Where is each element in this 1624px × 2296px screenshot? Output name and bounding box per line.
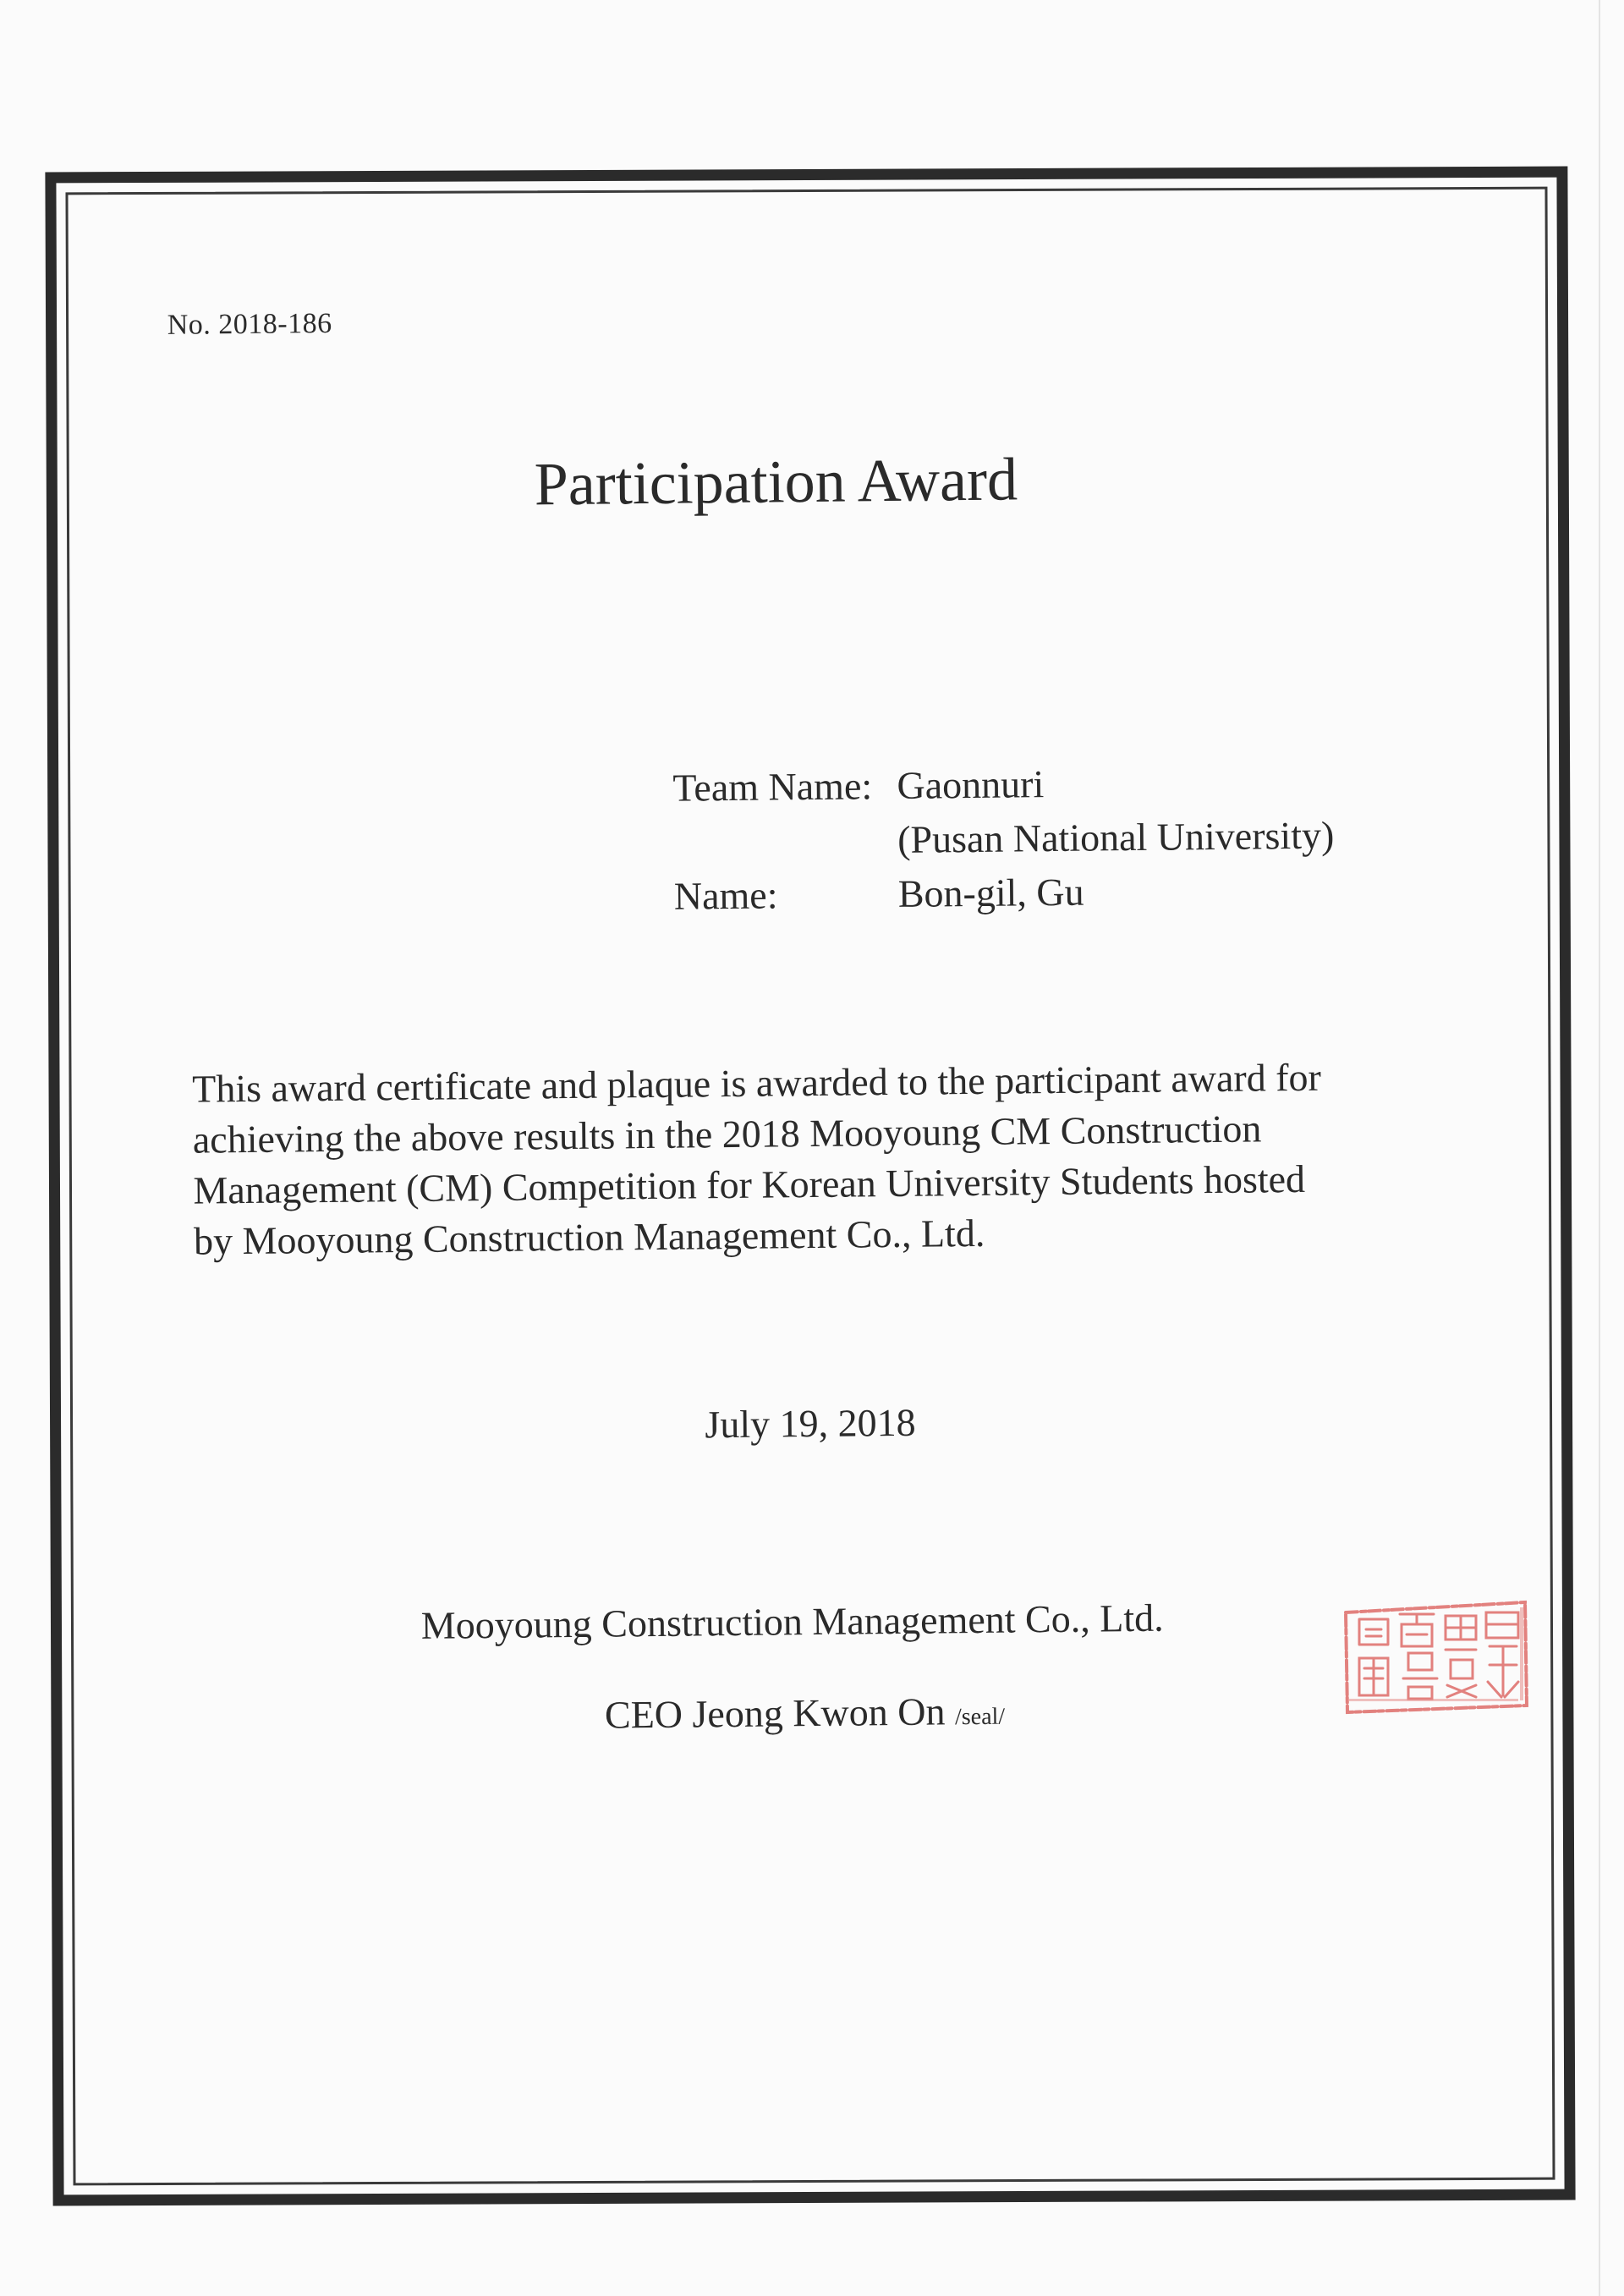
affiliation-row <box>673 809 1335 870</box>
team-row <box>672 755 1334 816</box>
team-name-value: Gaonnuri <box>897 762 1045 807</box>
statement-line: by Mooyoung Construction Management Co., Ltd. <box>193 1211 985 1263</box>
team-affiliation: (Pusan National University) <box>897 813 1335 861</box>
team-name-label: Team Name: <box>672 764 873 810</box>
statement-line: Management (CM) Competition for Korean University Students hosted <box>193 1156 1306 1212</box>
name-label: Name: <box>673 873 778 918</box>
issuing-company: Mooyoung Construction Management Co., Ltd. <box>420 1596 1164 1647</box>
seal-stamp-icon <box>1341 1597 1530 1716</box>
seal-note: /seal/ <box>954 1703 1006 1731</box>
statement-line: achieving the above results in the 2018 Mooyoung CM Construction <box>192 1107 1262 1162</box>
certificate-number: No. 2018-186 <box>167 307 332 341</box>
award-date: July 19, 2018 <box>705 1400 916 1447</box>
statement-line: This award certificate and plaque is awarded to the participant award for <box>191 1055 1322 1111</box>
ceo-signature-line <box>605 1689 1006 1738</box>
recipient-block <box>672 755 1335 924</box>
certificate-title: Participation Award <box>534 445 1018 519</box>
name-row <box>674 863 1336 924</box>
recipient-name: Bon-gil, Gu <box>897 870 1084 915</box>
ceo-name: CEO Jeong Kwon On <box>604 1689 946 1737</box>
award-statement <box>192 1051 1462 1267</box>
